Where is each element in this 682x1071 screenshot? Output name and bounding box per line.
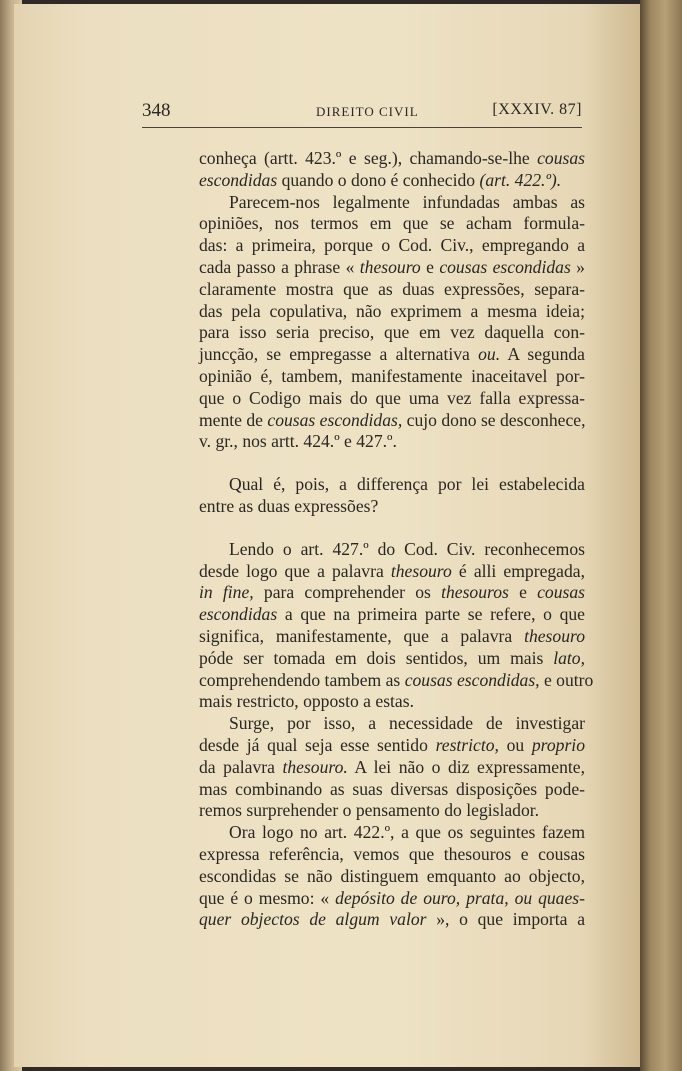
text-line: significa, manifestamente, que a palavra thesouro — [199, 625, 585, 646]
text-line: juncção, se empregasse a alternativa ou. A segunda — [199, 344, 585, 365]
text-line: Qual é, pois, a differença por lei estabelecida — [229, 474, 585, 495]
text-line: in fine, para comprehender os thesouros e cousas — [199, 582, 585, 603]
text-line: expressa referência, vemos que thesouros e cousas — [199, 843, 585, 864]
text-line: v. gr., nos artt. 424.º e 427.º. — [199, 431, 397, 452]
text-line: que é o mesmo: « depósito de ouro, prata, ou quaes- — [199, 887, 585, 908]
text-line: mas combinando as suas diversas disposições pode- — [199, 778, 585, 799]
text-line: das: a primeira, porque o Cod. Civ., empregando a — [199, 235, 585, 256]
text-line: Ora logo no art. 422.º, a que os seguintes fazem — [229, 822, 585, 843]
text-line: Surge, por isso, a necessidade de investigar — [229, 713, 585, 734]
text-line: entre as duas expressões? — [199, 495, 379, 516]
text-line: mente de cousas escondidas, cujo dono se desconhece, — [199, 409, 586, 430]
text-line: conheça (artt. 423.º e seg.), chamando-se-lhe cousas — [199, 148, 585, 168]
body-text — [199, 148, 594, 931]
text-line: Lendo o art. 427.º do Cod. Civ. reconhecemos — [229, 538, 585, 559]
text-line: opiniões, nos termos em que se acham formula- — [199, 213, 585, 234]
text-line: para isso seria preciso, que em vez daquella con- — [199, 322, 585, 343]
text-line: escondidas se não distinguem emquanto ao objecto, — [199, 865, 585, 886]
text-line: que o Codigo mais do que uma vez falla expressa- — [199, 387, 585, 408]
text-line: opinião é, tambem, manifestamente inaceitavel por- — [199, 365, 585, 386]
text-line: comprehendendo tambem as cousas escondidas, e outro — [199, 669, 594, 690]
text-line: desde logo que a palavra thesouro é alli empregada, — [199, 560, 585, 581]
text-line: claramente mostra que as duas expressões, separa- — [199, 278, 585, 299]
header-rule — [142, 127, 582, 128]
text-line: desde já qual seja esse sentido restricto, ou proprio — [199, 734, 585, 755]
text-line: escondidas quando o dono é conhecido (art. 422.º). — [199, 169, 562, 190]
text-line: mais restricto, opposto a estas. — [199, 691, 414, 712]
text-line: remos surprehender o pensamento do legislador. — [199, 800, 540, 821]
text-line: da palavra thesouro. A lei não o diz expressamente, — [199, 756, 585, 777]
text-line: das pela copulativa, não exprimem a mesma ideia; — [199, 300, 585, 321]
text-line: escondidas a que na primeira parte se refere, o que — [199, 604, 585, 625]
text-line: póde ser tomada em dois sentidos, um mais lato, — [199, 647, 585, 668]
page-header — [142, 100, 588, 126]
text-line: Parecem-nos legalmente infundadas ambas as — [229, 191, 585, 212]
running-title: DIREITO CIVIL — [316, 104, 419, 119]
page-number: 348 — [142, 100, 171, 121]
next-page-edge — [640, 0, 682, 1071]
text-line: quer objectos de algum valor », o que importa a — [199, 909, 586, 930]
text-line: cada passo a phrase « thesouro e cousas escondidas » — [199, 256, 585, 277]
section-reference: [XXXIV. 87] — [492, 101, 582, 118]
